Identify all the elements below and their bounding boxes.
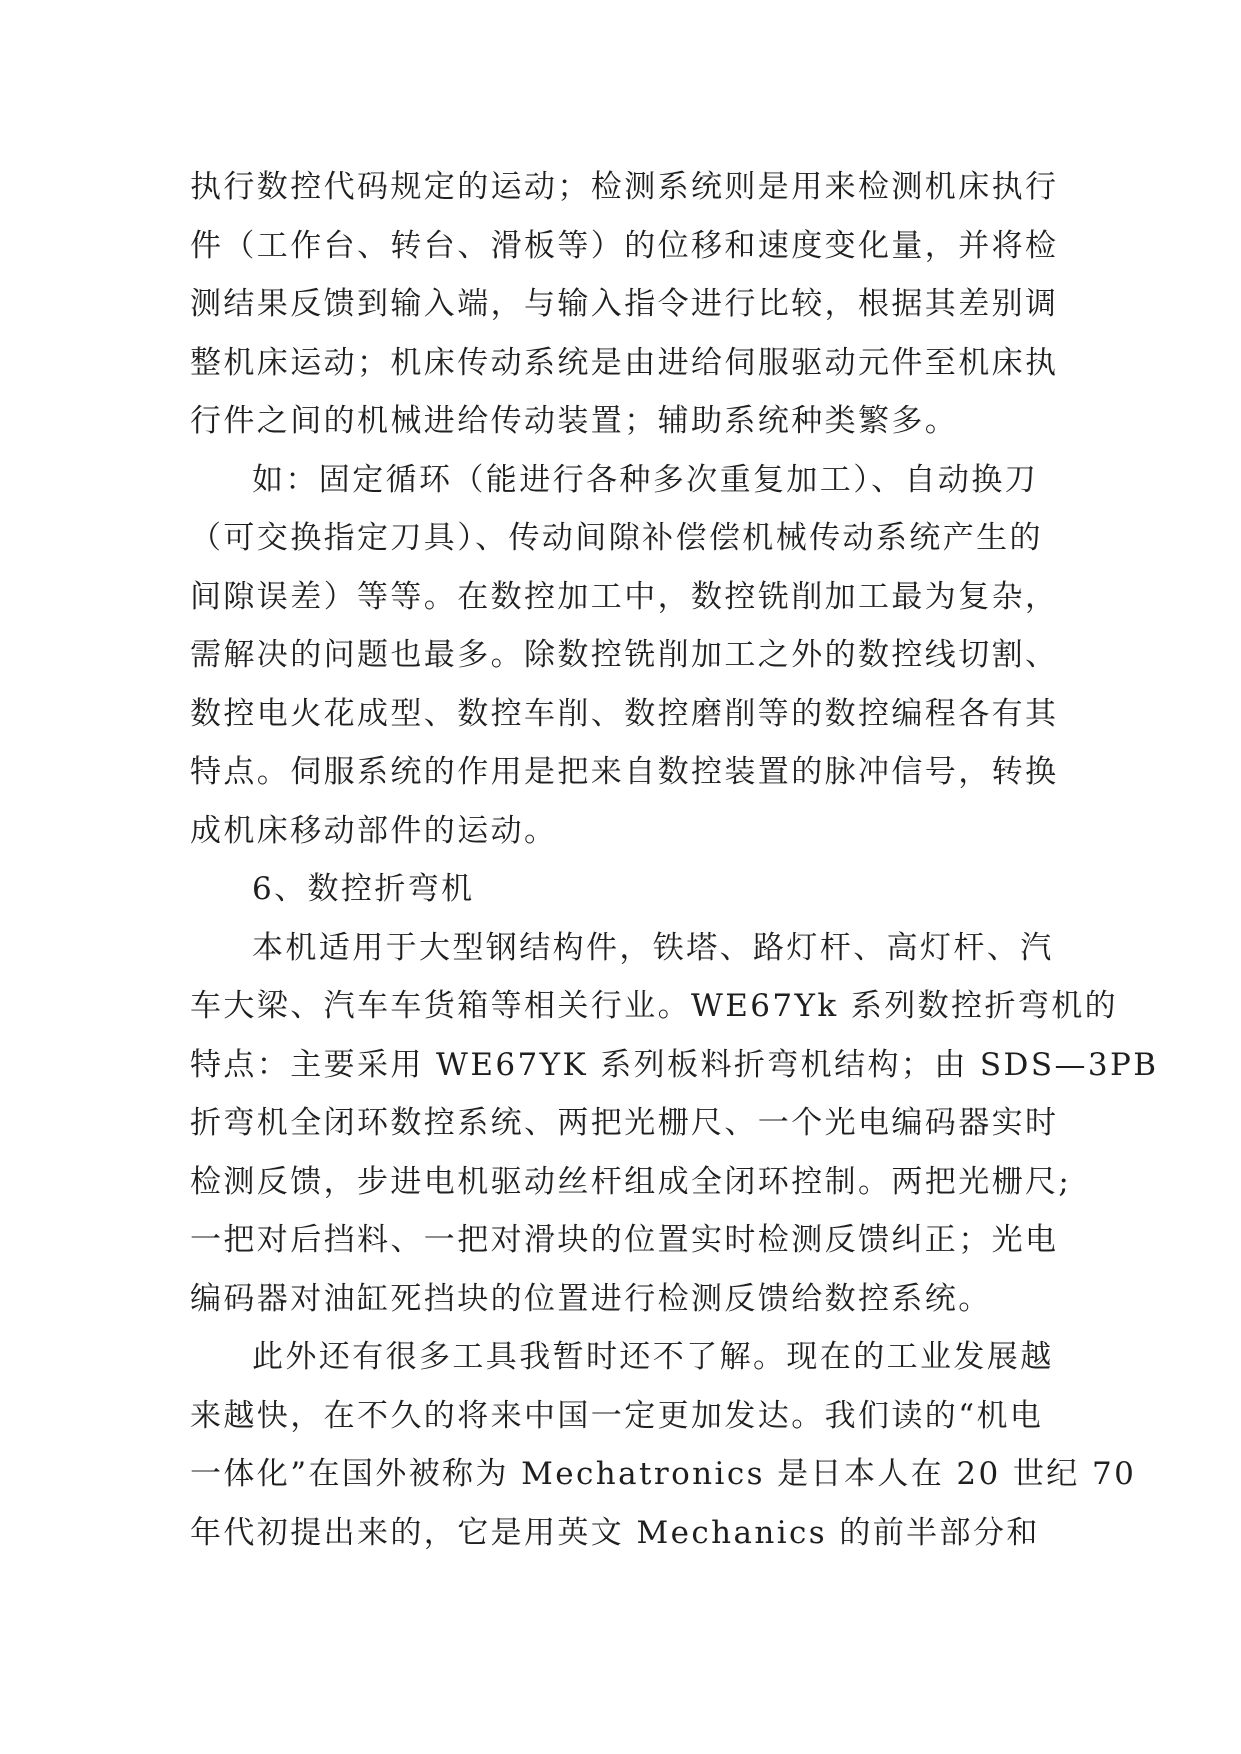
section-heading: 6、数控折弯机 bbox=[252, 871, 475, 907]
paragraph-4 bbox=[190, 919, 1159, 1329]
paragraph-5 bbox=[190, 1328, 1137, 1562]
text-line: 间隙误差）等等。在数控加工中，数控铣削加工最为复杂， bbox=[190, 578, 1059, 615]
text-line: 车大梁、汽车车货箱等相关行业。WE67Yk 系列数控折弯机的 bbox=[190, 988, 1119, 1024]
text-line: 折弯机全闭环数控系统、两把光栅尺、一个光电编码器实时 bbox=[190, 1105, 1059, 1141]
text-line: 一体化”在国外被称为 Mechatronics 是日本人在 20 世纪 70 bbox=[190, 1456, 1137, 1492]
text-line: 数控电火花成型、数控车削、数控磨削等的数控编程各有其 bbox=[190, 695, 1059, 732]
text-line: 特点：主要采用 WE67YK 系列板料折弯机结构；由 SDS—3PB bbox=[190, 1046, 1159, 1083]
text-line: 年代初提出来的，它是用英文 Mechanics 的前半部分和 bbox=[190, 1514, 1040, 1551]
text-line: 如：固定循环（能进行各种多次重复加工）、自动换刀 bbox=[252, 461, 1039, 498]
text-line: 特点。伺服系统的作用是把来自数控装置的脉冲信号，转换 bbox=[190, 754, 1059, 790]
body-text bbox=[190, 158, 1159, 1562]
paragraph-2 bbox=[190, 451, 1070, 861]
text-line: 一把对后挡料、一把对滑块的位置实时检测反馈纠正；光电 bbox=[190, 1222, 1059, 1258]
text-line: 执行数控代码规定的运动；检测系统则是用来检测机床执行 bbox=[190, 169, 1059, 205]
paragraph-3-heading bbox=[190, 860, 1070, 919]
text-line: 编码器对油缸死挡块的位置进行检测反馈给数控系统。 bbox=[190, 1280, 992, 1317]
text-line: 来越快，在不久的将来中国一定更加发达。我们读的“机电 bbox=[190, 1397, 1044, 1434]
text-line: 测结果反馈到输入端，与输入指令进行比较，根据其差别调 bbox=[190, 286, 1059, 322]
text-line: 此外还有很多工具我暂时还不了解。现在的工业发展越 bbox=[252, 1339, 1054, 1375]
text-line: 成机床移动部件的运动。 bbox=[190, 812, 558, 849]
text-line: 检测反馈，步进电机驱动丝杆组成全闭环控制。两把光栅尺; bbox=[190, 1163, 1072, 1200]
text-line: 需解决的问题也最多。除数控铣削加工之外的数控线切割、 bbox=[190, 637, 1059, 673]
text-line: （可交换指定刀具）、传动间隙补偿偿机械传动系统产生的 bbox=[190, 520, 1043, 556]
text-line: 件（工作台、转台、滑板等）的位移和速度变化量，并将检 bbox=[190, 227, 1059, 264]
text-line: 本机适用于大型钢结构件，铁塔、路灯杆、高灯杆、汽 bbox=[252, 929, 1054, 966]
text-line: 行件之间的机械进给传动装置；辅助系统种类繁多。 bbox=[190, 403, 959, 439]
text-line: 整机床运动；机床传动系统是由进给伺服驱动元件至机床执 bbox=[190, 344, 1059, 381]
paragraph-1 bbox=[190, 158, 1070, 451]
